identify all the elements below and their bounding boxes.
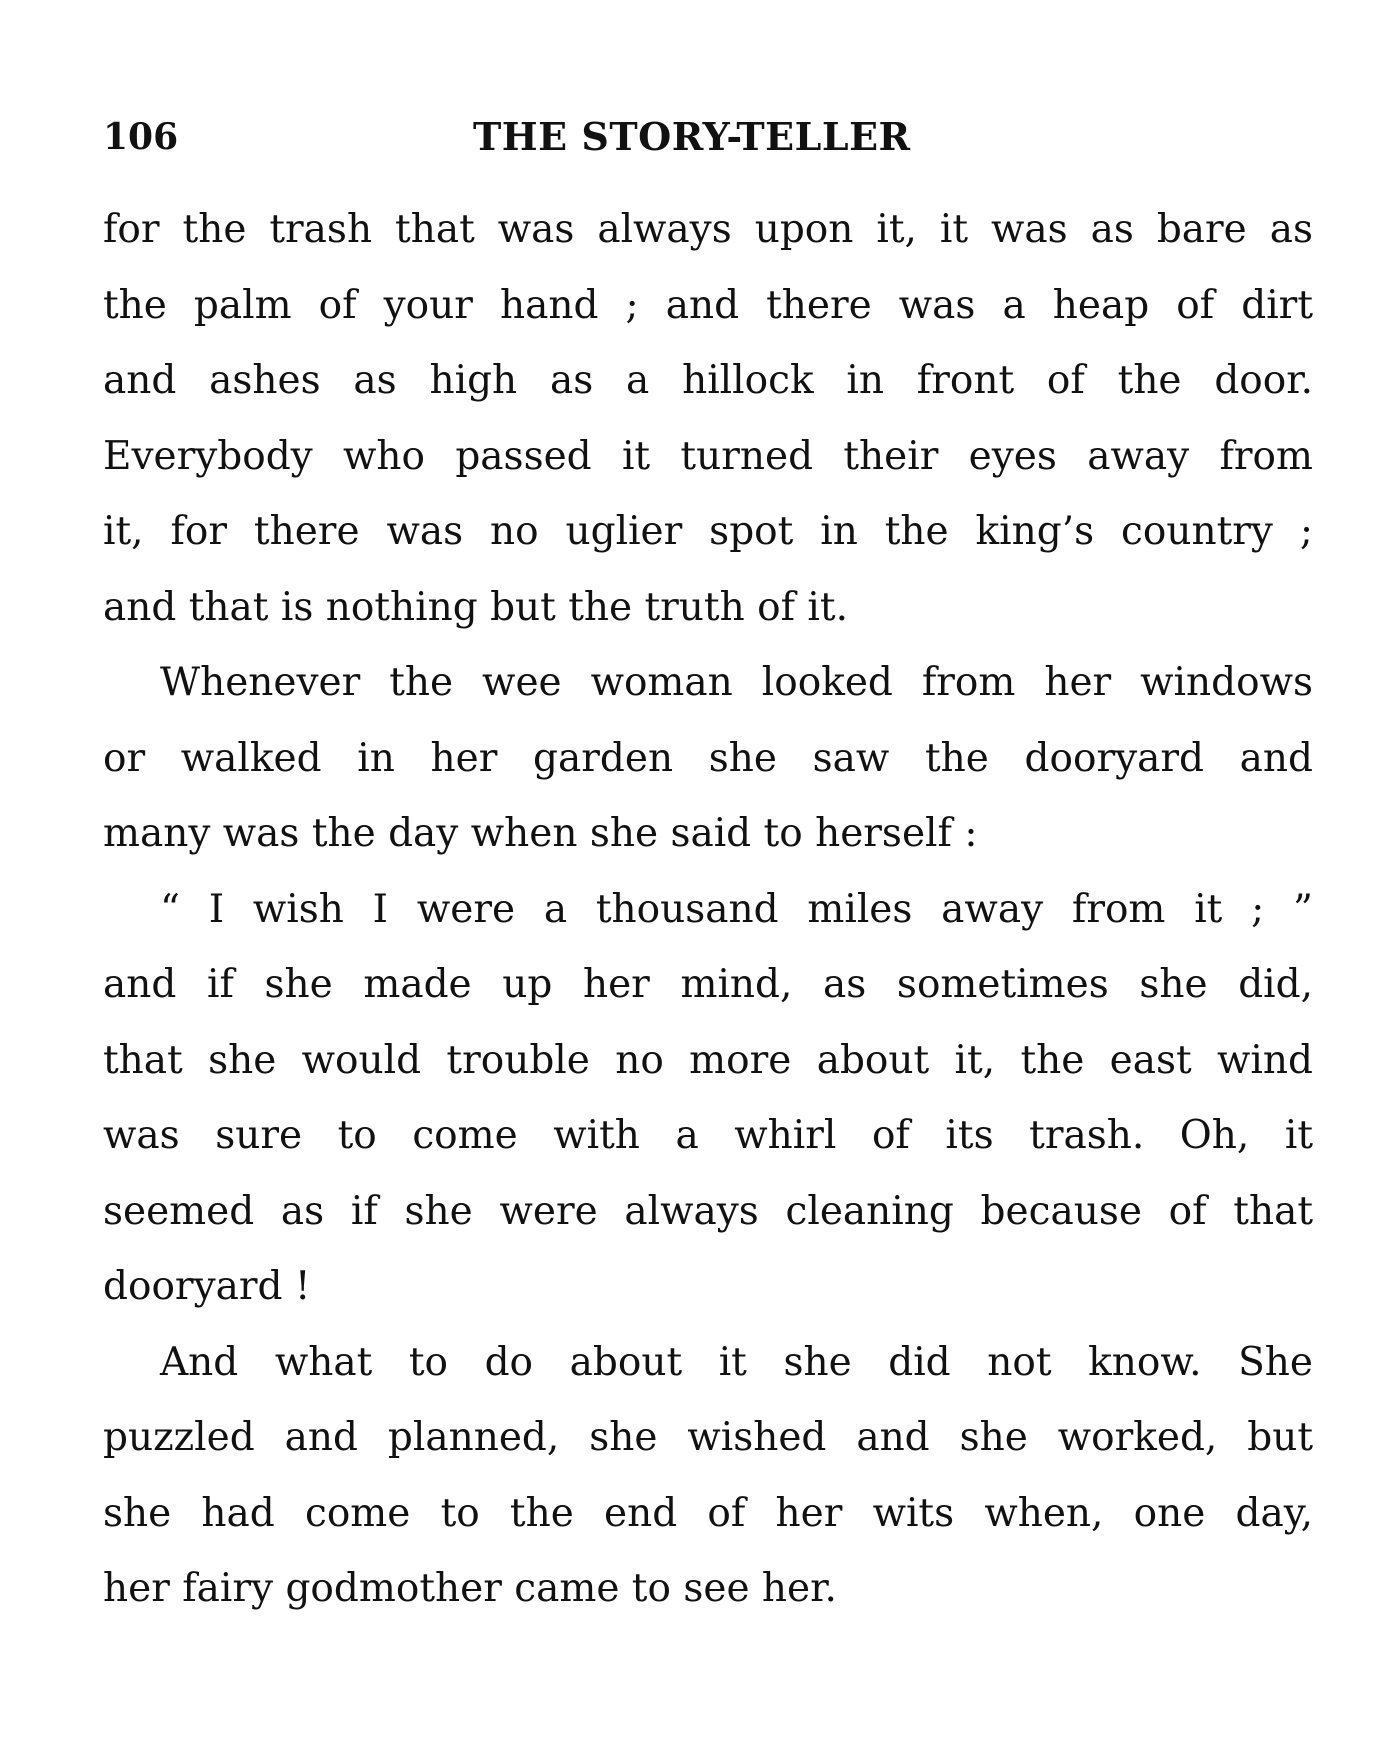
text-line: dooryard ! — [103, 1264, 311, 1309]
text-line: and if she made up her mind, as sometimes she did, — [103, 962, 1313, 1007]
paragraph-4 — [103, 1325, 1313, 1627]
paragraph-1 — [103, 192, 1313, 645]
paragraph-3 — [103, 872, 1313, 1325]
page-number: 106 — [103, 116, 179, 158]
text-line: or walked in her garden she saw the dooryard and — [103, 735, 1313, 781]
text-line: seemed as if she were always cleaning because of that — [103, 1188, 1313, 1234]
text-line: for the trash that was always upon it, it was as bare as — [103, 207, 1313, 252]
text-line: And what to do about it she did not know. She — [160, 1339, 1313, 1385]
text-line: her fairy godmother came to see her. — [103, 1566, 837, 1611]
text-line: that she would trouble no more about it, the east wind — [103, 1037, 1313, 1083]
text-line: the palm of your hand ; and there was a heap of dirt — [103, 282, 1313, 328]
text-line: she had come to the end of her wits when, one day, — [103, 1490, 1313, 1536]
text-line: Whenever the wee woman looked from her windows — [160, 660, 1313, 705]
text-line: “ I wish I were a thousand miles away from it ; ” — [160, 886, 1313, 932]
text-line: and ashes as high as a hillock in front of the door. — [103, 358, 1313, 403]
text-line: puzzled and planned, she wished and she worked, but — [103, 1415, 1313, 1460]
text-line: was sure to come with a whirl of its trash. Oh, it — [103, 1113, 1313, 1158]
text-line: many was the day when she said to herself : — [103, 811, 978, 856]
page-header — [103, 112, 1303, 162]
text-line: it, for there was no uglier spot in the king’s country ; — [103, 509, 1313, 554]
text-line: Everybody who passed it turned their eyes away from — [103, 433, 1313, 479]
body-text — [103, 192, 1313, 1627]
running-title: THE STORY-TELLER — [473, 114, 911, 159]
paragraph-2 — [103, 645, 1313, 872]
text-line: and that is nothing but the truth of it. — [103, 584, 848, 630]
